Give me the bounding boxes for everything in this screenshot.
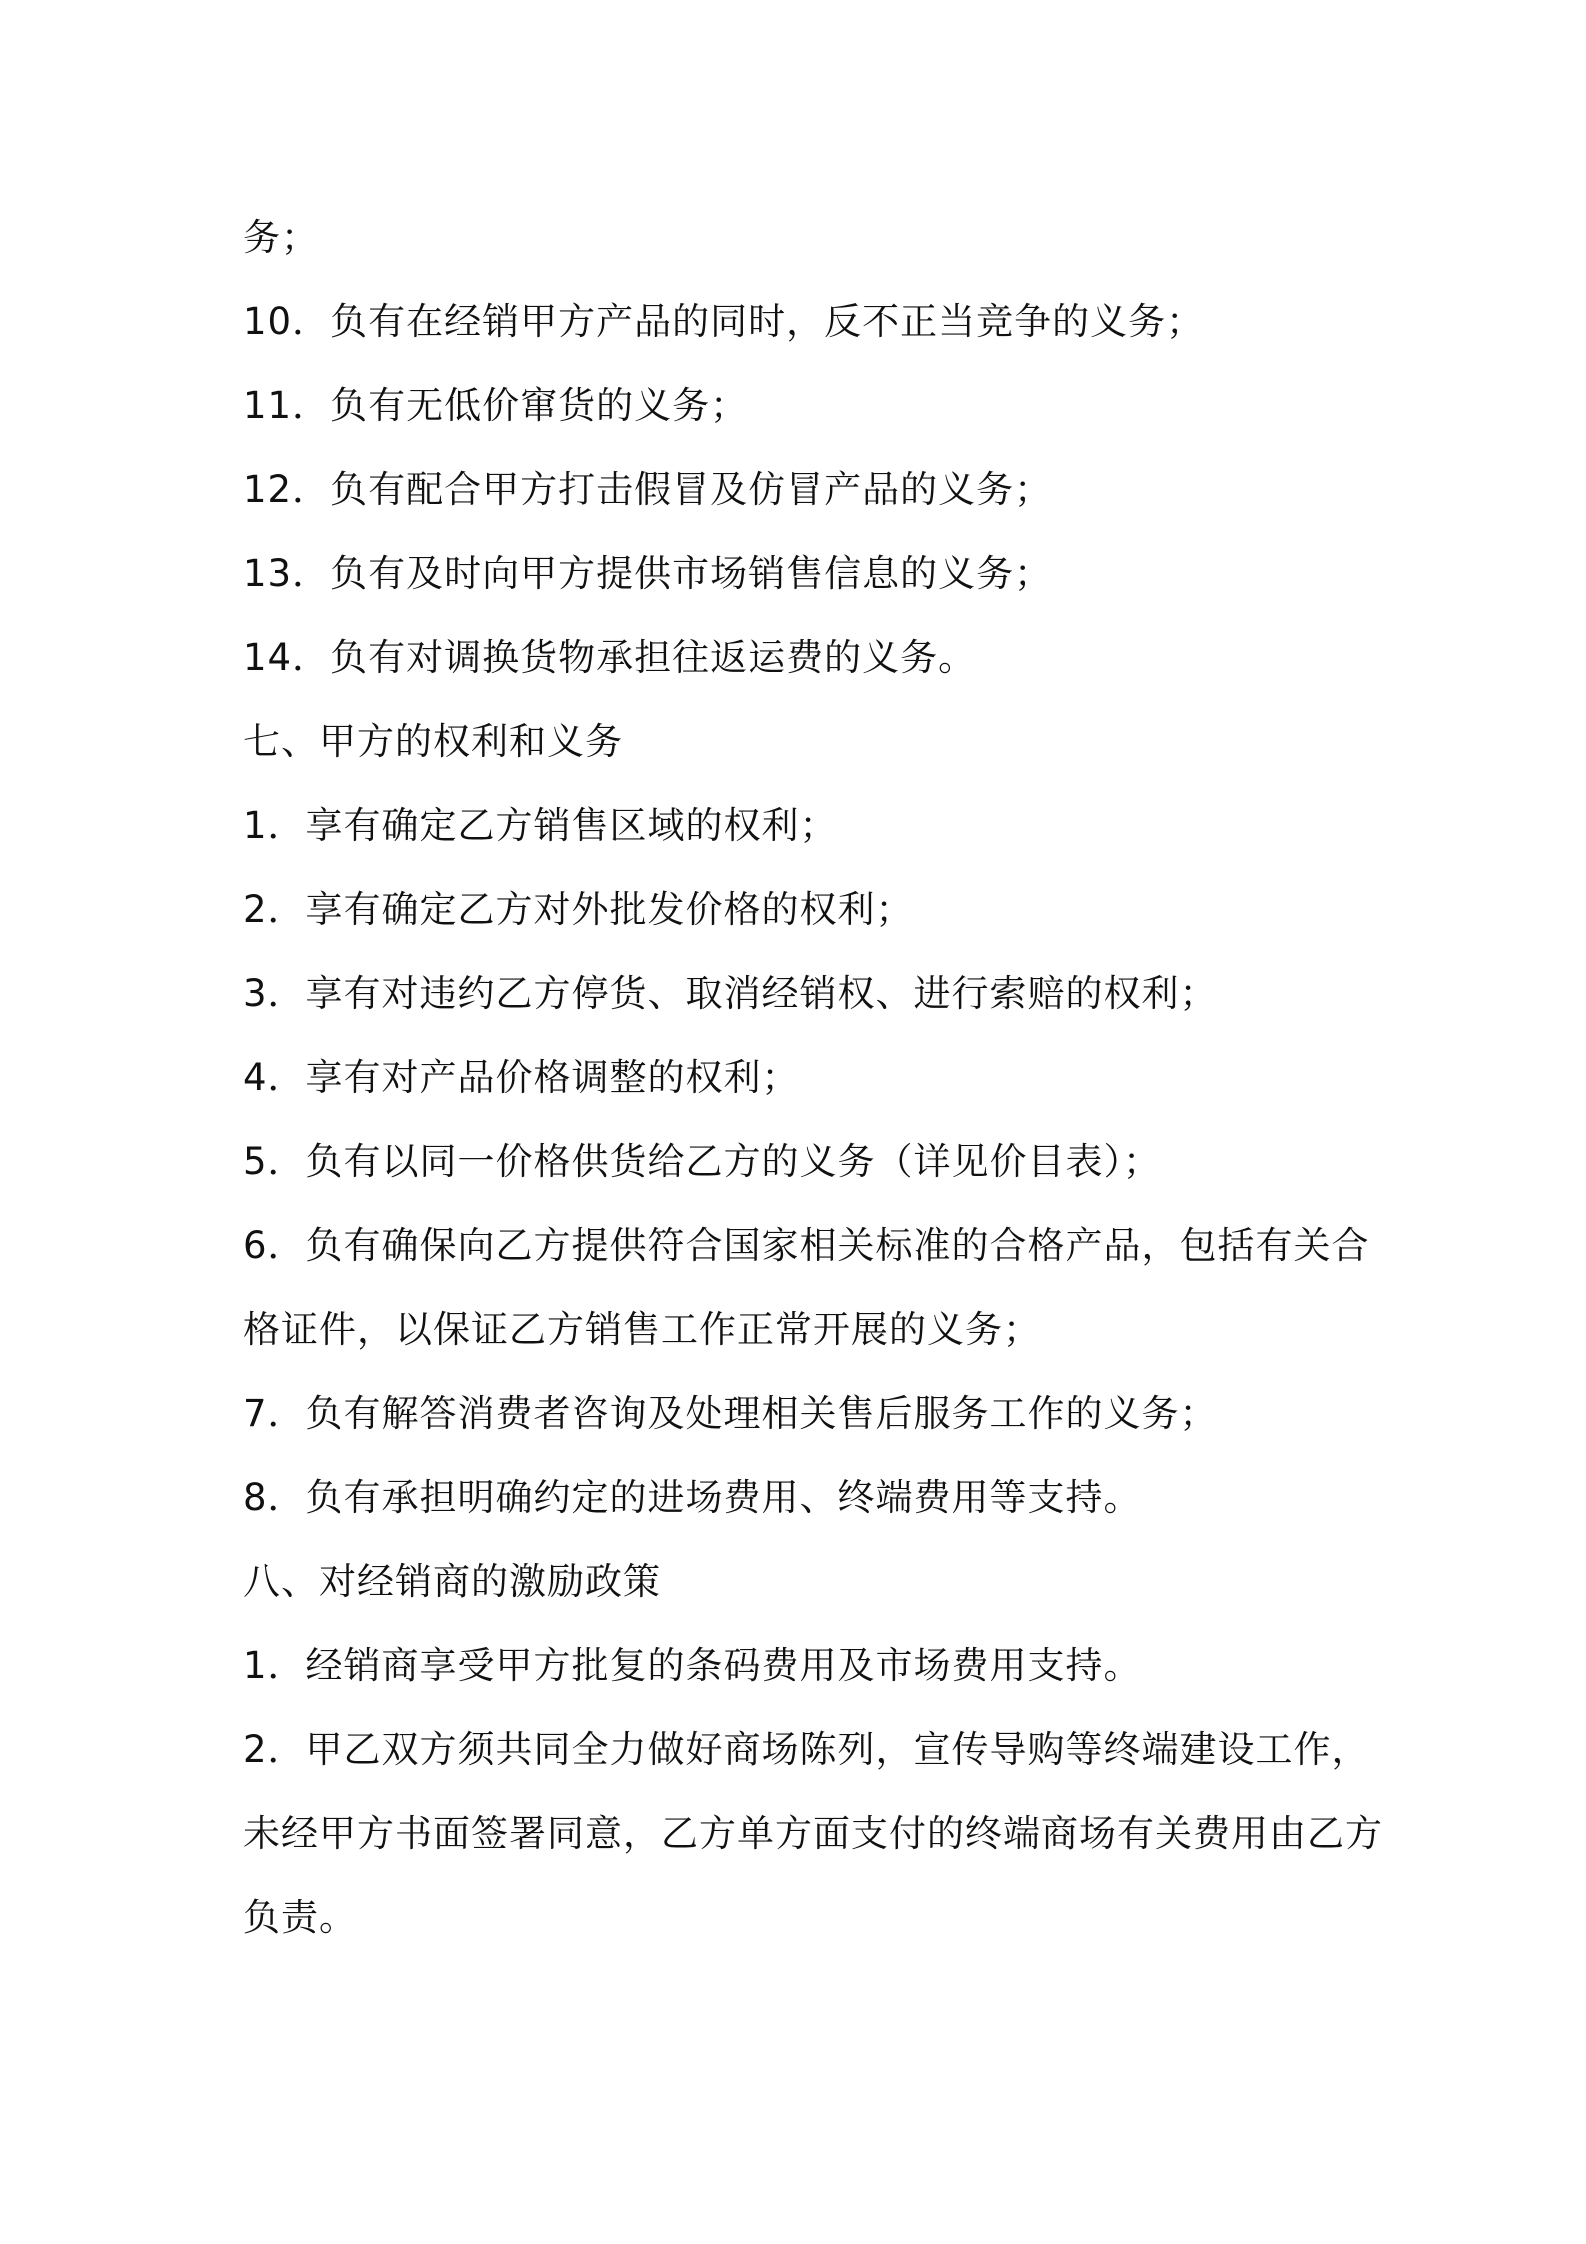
section7-item-6: 6．负有确保向乙方提供符合国家相关标准的合格产品，包括有关合: [243, 1224, 1370, 1267]
section8-item-1: 1．经销商享受甲方批复的条码费用及市场费用支持。: [243, 1644, 1142, 1687]
obligation-item-13: 13．负有及时向甲方提供市场销售信息的义务；: [243, 552, 1053, 595]
obligation-item-11: 11．负有无低价窜货的义务；: [243, 384, 749, 427]
section7-item-8: 8．负有承担明确约定的进场费用、终端费用等支持。: [243, 1476, 1142, 1519]
text-line-continuation: 务；: [243, 216, 319, 259]
section7-item-3: 3．享有对违约乙方停货、取消经销权、进行索赔的权利；: [243, 972, 1218, 1015]
obligation-item-10: 10．负有在经销甲方产品的同时，反不正当竞争的义务；: [243, 300, 1205, 343]
section7-item-4: 4．享有对产品价格调整的权利；: [243, 1056, 800, 1099]
obligation-item-14: 14．负有对调换货物承担往返运费的义务。: [243, 636, 977, 679]
section8-item-2: 2．甲乙双方须共同全力做好商场陈列，宣传导购等终端建设工作，: [243, 1728, 1370, 1771]
section7-item-5: 5．负有以同一价格供货给乙方的义务（详见价目表）；: [243, 1140, 1162, 1183]
section7-item-2: 2．享有确定乙方对外批发价格的权利；: [243, 888, 914, 931]
document-body: [243, 196, 1383, 1960]
section-heading-7: 七、甲方的权利和义务: [243, 720, 623, 763]
section-heading-8: 八、对经销商的激励政策: [243, 1560, 661, 1603]
section7-item-6-cont: 格证件，以保证乙方销售工作正常开展的义务；: [243, 1308, 1041, 1351]
section8-item-2-cont: 未经甲方书面签署同意，乙方单方面支付的终端商场有关费用由乙方: [243, 1812, 1383, 1855]
section8-item-2-end: 负责。: [243, 1896, 357, 1939]
section7-item-7: 7．负有解答消费者咨询及处理相关售后服务工作的义务；: [243, 1392, 1218, 1435]
section7-item-1: 1．享有确定乙方销售区域的权利；: [243, 804, 838, 847]
obligation-item-12: 12．负有配合甲方打击假冒及仿冒产品的义务；: [243, 468, 1053, 511]
